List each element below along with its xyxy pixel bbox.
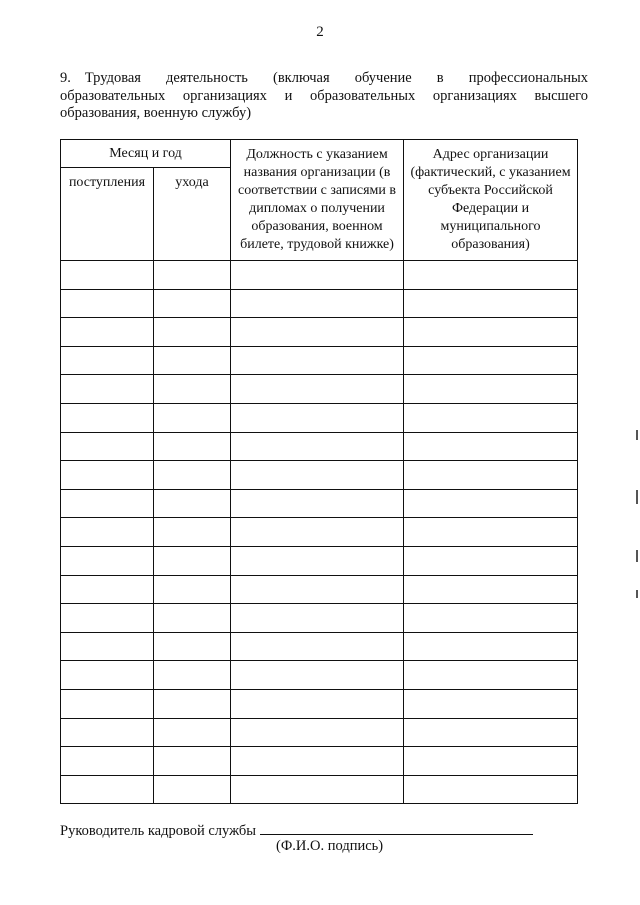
cell-exit[interactable] [154, 318, 231, 347]
cell-position[interactable] [231, 375, 404, 404]
cell-position[interactable] [231, 518, 404, 547]
header-position: Должность с указанием названия организации (в соответствии с записями в дипломах о получении образования, военном билете, трудовой книжке) [231, 140, 404, 261]
cell-entry[interactable] [61, 546, 154, 575]
table-row [61, 346, 578, 375]
cell-entry[interactable] [61, 289, 154, 318]
table-row [61, 289, 578, 318]
cell-address[interactable] [404, 718, 578, 747]
section-heading-text: Трудовая деятельность (включая обучение в профессиональных образовательных организациях и образовательных организациях высшего образования, военную службу) [60, 70, 588, 121]
cell-exit[interactable] [154, 775, 231, 804]
cell-exit[interactable] [154, 632, 231, 661]
cell-entry[interactable] [61, 689, 154, 718]
table-row [61, 318, 578, 347]
cell-exit[interactable] [154, 461, 231, 490]
cell-address[interactable] [404, 632, 578, 661]
table-row [61, 489, 578, 518]
cell-address[interactable] [404, 661, 578, 690]
table-row [61, 632, 578, 661]
work-history-table [60, 139, 578, 804]
cell-address[interactable] [404, 546, 578, 575]
cell-exit[interactable] [154, 518, 231, 547]
cell-entry[interactable] [61, 403, 154, 432]
cell-exit[interactable] [154, 747, 231, 776]
cell-exit[interactable] [154, 546, 231, 575]
table-row [61, 575, 578, 604]
signature-label: Руководитель кадровой службы [60, 823, 257, 839]
table-row [61, 546, 578, 575]
cell-address[interactable] [404, 432, 578, 461]
cell-address[interactable] [404, 318, 578, 347]
cell-exit[interactable] [154, 489, 231, 518]
cell-address[interactable] [404, 461, 578, 490]
cell-exit[interactable] [154, 575, 231, 604]
cell-entry[interactable] [61, 718, 154, 747]
cell-entry[interactable] [61, 261, 154, 290]
cell-entry[interactable] [61, 346, 154, 375]
cell-address[interactable] [404, 689, 578, 718]
cell-exit[interactable] [154, 718, 231, 747]
header-month-year: Месяц и год [61, 140, 231, 168]
cell-exit[interactable] [154, 604, 231, 633]
cell-entry[interactable] [61, 318, 154, 347]
cell-position[interactable] [231, 747, 404, 776]
table-row [61, 403, 578, 432]
cell-position[interactable] [231, 632, 404, 661]
cell-address[interactable] [404, 375, 578, 404]
cell-address[interactable] [404, 747, 578, 776]
cell-address[interactable] [404, 518, 578, 547]
cell-position[interactable] [231, 403, 404, 432]
table-row [61, 261, 578, 290]
signature-line [60, 820, 560, 840]
cell-entry[interactable] [61, 432, 154, 461]
cell-exit[interactable] [154, 403, 231, 432]
cell-exit[interactable] [154, 689, 231, 718]
table-row [61, 718, 578, 747]
cell-address[interactable] [404, 575, 578, 604]
cell-entry[interactable] [61, 632, 154, 661]
cell-entry[interactable] [61, 489, 154, 518]
cell-position[interactable] [231, 289, 404, 318]
cell-address[interactable] [404, 261, 578, 290]
cell-position[interactable] [231, 575, 404, 604]
header-entry: поступления [61, 168, 154, 261]
cell-exit[interactable] [154, 261, 231, 290]
page-number: 2 [316, 24, 324, 40]
header-exit: ухода [154, 168, 231, 261]
header-address: Адрес организации (фактический, с указанием субъекта Российской Федерации и муниципального образования) [404, 140, 578, 261]
cell-entry[interactable] [61, 375, 154, 404]
signature-caption: (Ф.И.О. подпись) [276, 838, 384, 854]
table-row [61, 461, 578, 490]
cell-exit[interactable] [154, 346, 231, 375]
cell-position[interactable] [231, 318, 404, 347]
table-row [61, 661, 578, 690]
cell-exit[interactable] [154, 289, 231, 318]
cell-address[interactable] [404, 775, 578, 804]
table-row [61, 375, 578, 404]
cell-entry[interactable] [61, 747, 154, 776]
table-row [61, 689, 578, 718]
cell-entry[interactable] [61, 775, 154, 804]
cell-entry[interactable] [61, 575, 154, 604]
cell-position[interactable] [231, 661, 404, 690]
cell-position[interactable] [231, 461, 404, 490]
section-heading [60, 70, 588, 123]
cell-position[interactable] [231, 689, 404, 718]
table-row [61, 604, 578, 633]
table-row [61, 432, 578, 461]
table-row [61, 518, 578, 547]
cell-address[interactable] [404, 604, 578, 633]
table-row [61, 747, 578, 776]
signature-field[interactable] [260, 820, 533, 835]
cell-position[interactable] [231, 432, 404, 461]
cell-exit[interactable] [154, 432, 231, 461]
cell-position[interactable] [231, 546, 404, 575]
cell-position[interactable] [231, 775, 404, 804]
cell-address[interactable] [404, 289, 578, 318]
cell-position[interactable] [231, 489, 404, 518]
cell-exit[interactable] [154, 661, 231, 690]
cell-position[interactable] [231, 346, 404, 375]
cell-entry[interactable] [61, 604, 154, 633]
cell-exit[interactable] [154, 375, 231, 404]
cell-address[interactable] [404, 403, 578, 432]
cell-entry[interactable] [61, 518, 154, 547]
table-body [61, 261, 578, 804]
scan-edge-marks [635, 430, 638, 600]
cell-position[interactable] [231, 604, 404, 633]
cell-position[interactable] [231, 718, 404, 747]
cell-address[interactable] [404, 346, 578, 375]
section-number: 9. [60, 70, 71, 86]
cell-address[interactable] [404, 489, 578, 518]
cell-position[interactable] [231, 261, 404, 290]
cell-entry[interactable] [61, 461, 154, 490]
cell-entry[interactable] [61, 661, 154, 690]
table-row [61, 775, 578, 804]
